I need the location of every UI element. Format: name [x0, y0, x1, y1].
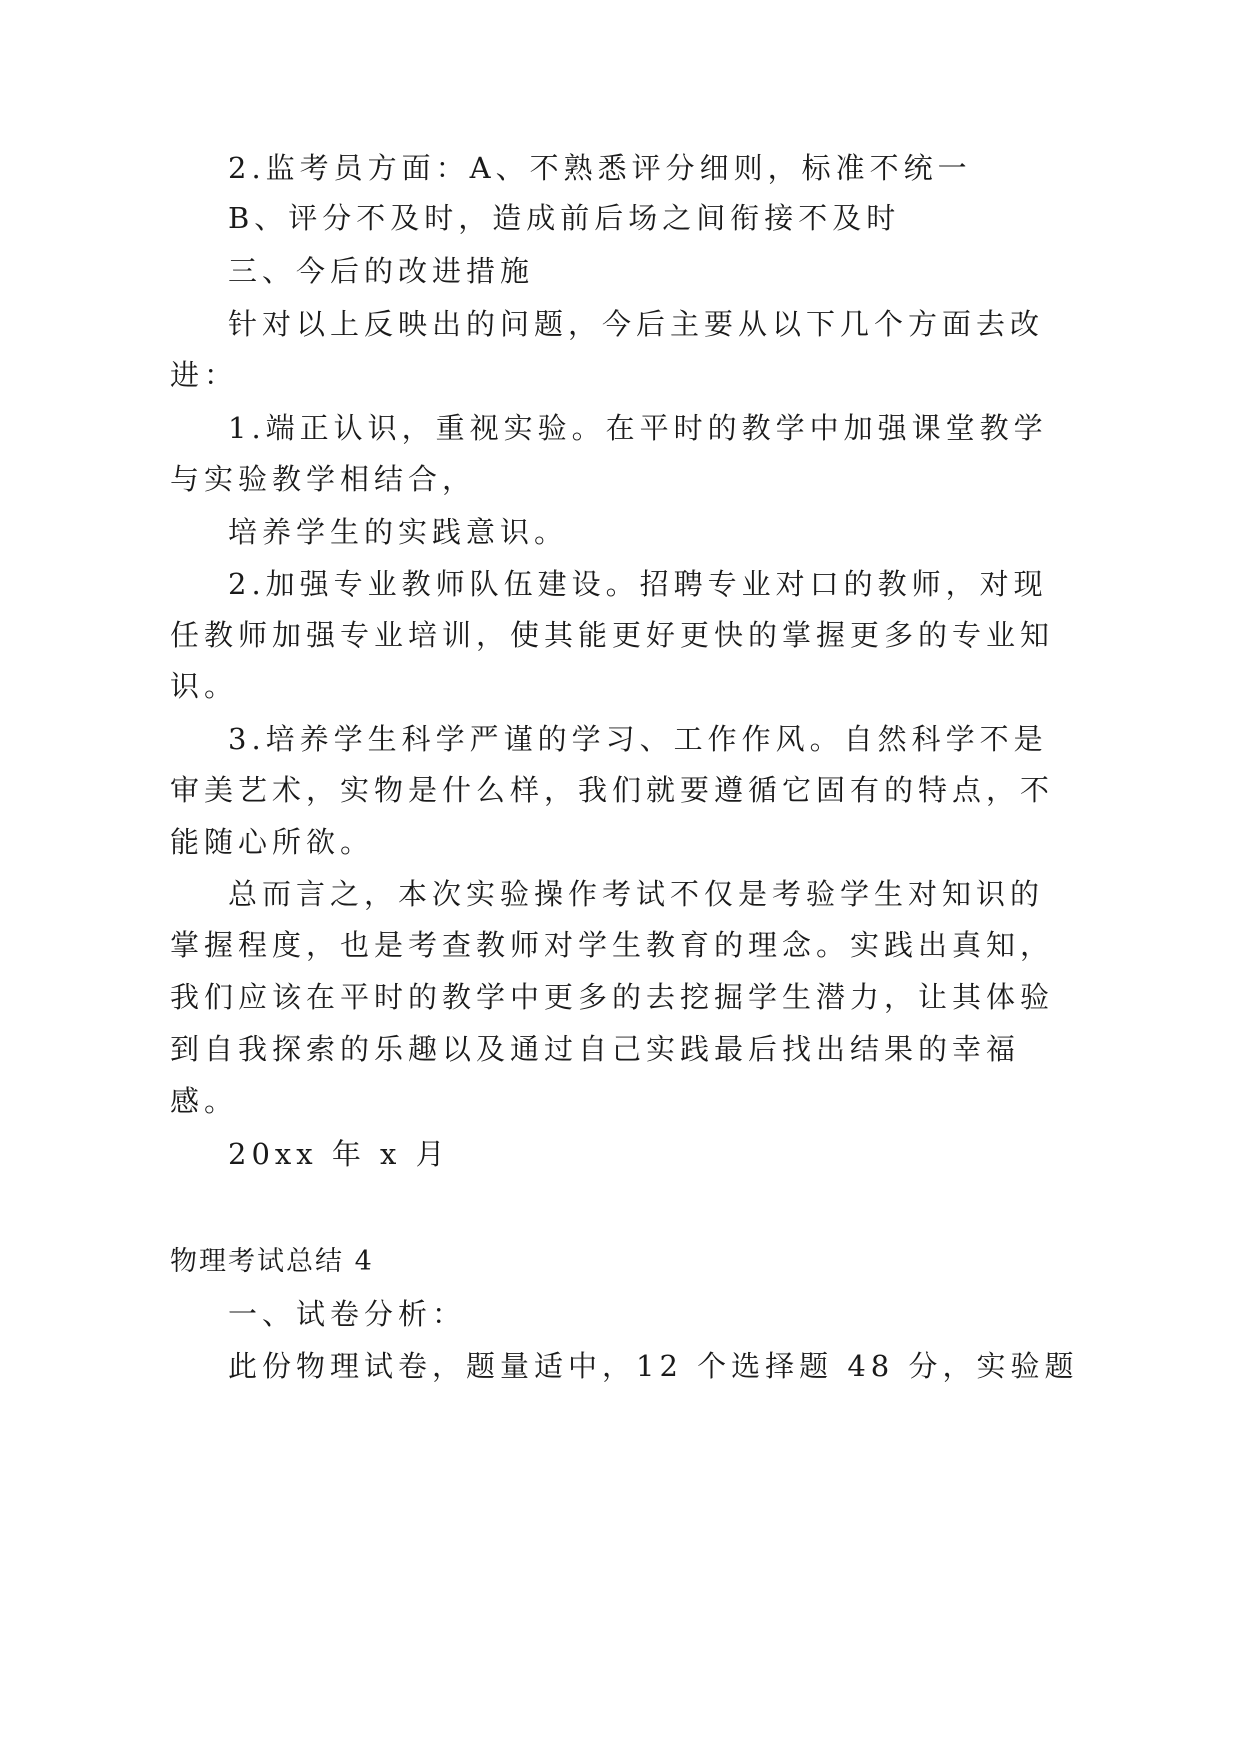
measure-2-cont: 任教师加强专业培训，使其能更好更快的掌握更多的专业知 — [170, 618, 1055, 652]
summary-paragraph-cont2: 我们应该在平时的教学中更多的去挖掘学生潜力，让其体验 — [170, 980, 1055, 1014]
inspector-issue-a: 2.监考员方面：A、不熟悉评分细则，标准不统一 — [228, 151, 972, 185]
summary-paragraph-cont4: 感。 — [170, 1084, 239, 1118]
improvement-intro: 针对以上反映出的问题，今后主要从以下几个方面去改 — [228, 307, 1045, 341]
improvement-heading: 三、今后的改进措施 — [228, 254, 535, 288]
measure-3-cont2: 能随心所欲。 — [170, 825, 375, 859]
exam-analysis-heading: 一、试卷分析： — [228, 1297, 467, 1331]
measure-3: 3.培养学生科学严谨的学习、工作作风。自然科学不是 — [228, 722, 1048, 756]
section-title: 物理考试总结 4 — [170, 1246, 374, 1277]
improvement-intro-cont: 进： — [170, 358, 239, 392]
measure-1-cont2: 培养学生的实践意识。 — [228, 515, 569, 549]
measure-1-cont: 与实验教学相结合， — [170, 462, 477, 496]
exam-analysis-paragraph: 此份物理试卷，题量适中，12 个选择题 48 分，实验题 — [228, 1349, 1079, 1383]
inspector-issue-b: B、评分不及时，造成前后场之间衔接不及时 — [228, 201, 901, 235]
measure-2: 2.加强专业教师队伍建设。招聘专业对口的教师，对现 — [228, 567, 1048, 601]
date-line: 20xx 年 x 月 — [228, 1137, 450, 1171]
measure-1: 1.端正认识，重视实验。在平时的教学中加强课堂教学 — [228, 411, 1048, 445]
measure-2-cont2: 识。 — [170, 669, 239, 703]
summary-paragraph-cont: 掌握程度，也是考查教师对学生教育的理念。实践出真知， — [170, 928, 1055, 962]
measure-3-cont: 审美艺术，实物是什么样，我们就要遵循它固有的特点，不 — [170, 773, 1055, 807]
summary-paragraph-cont3: 到自我探索的乐趣以及通过自己实践最后找出结果的幸福 — [170, 1032, 1021, 1066]
summary-paragraph: 总而言之，本次实验操作考试不仅是考验学生对知识的 — [228, 877, 1045, 911]
